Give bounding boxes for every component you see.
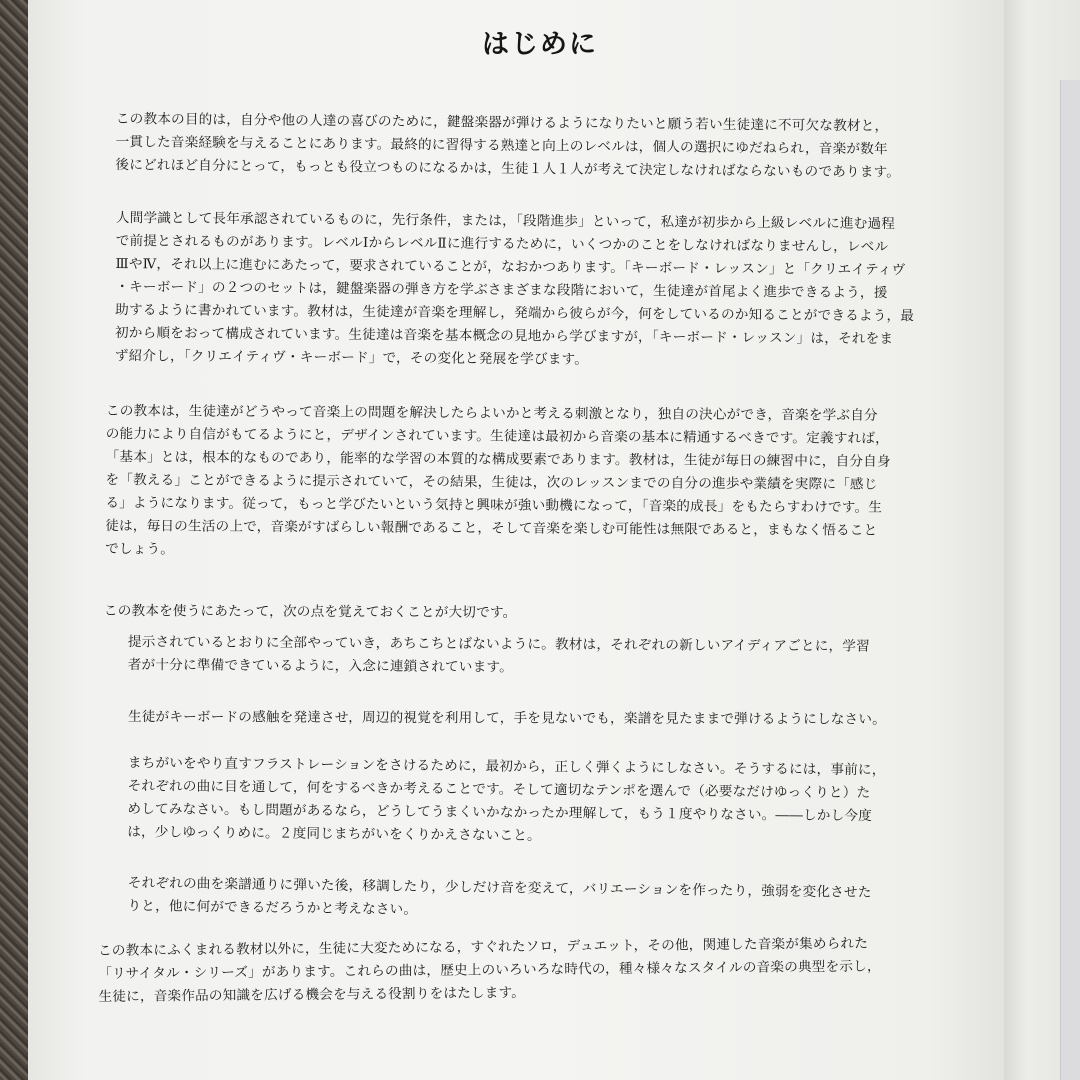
design-paragraph xyxy=(105,400,891,566)
text-line: 「基本」とは，根本的なものであり，能率的な学習の本質的な構成要素であります。教材は，生徒が毎日の練習中に，自分自身 xyxy=(105,448,891,470)
text-line: ず紹介し，「クリエイティヴ・キーボード」で，その変化と発展を学びます。 xyxy=(114,347,589,368)
text-line: りと，他に何ができるだろうかと考えなさい。 xyxy=(127,897,418,918)
text-line: 一貫した音楽経験を与えることにあります。最終的に習得する熟達と向上のレベルは，個人の選択にゆだねられ，音楽が数年 xyxy=(115,133,888,158)
usage-point-4 xyxy=(127,872,871,928)
text-line: 「リサイタル・シリーズ」があります。これらの曲は，歴史上のいろいろな時代の，種々様々なスタイルの音楽の典型を示し， xyxy=(98,958,881,982)
text-line: を「教える」ことができるように提示されていて，その結果，生徒は，次のレッスンまでの自分の進歩や業績を実際に「感じ xyxy=(105,471,878,493)
text-line: でしょう。 xyxy=(105,540,175,558)
text-line: ・キーボード」の２つのセットは，鍵盤楽器の弾き方を学ぶさまざまな段階において，生徒達が首尾よく進歩できるよう，援 xyxy=(115,278,888,302)
text-line: 者が十分に準備できているように，入念に連鎖されています。 xyxy=(127,656,513,676)
intro-paragraph xyxy=(115,108,900,185)
text-line: 人間学識として長年承認されているものに，先行条件，または，「段階進歩」といって，私達が初歩から上級レベルに進む過程 xyxy=(115,209,896,233)
prerequisite-paragraph xyxy=(115,207,915,374)
text-line: 助するように書かれています。教材は，生徒達が音楽を理解し，発端から彼らが今，何をしているのか知ることができるよう，最 xyxy=(115,301,915,325)
text-line: る」ようになります。従って，もっと学びたいという気持と興味が強い動機になって，「音楽的成長」をもたらすわけです。生 xyxy=(105,494,883,516)
text-line: めしてみなさい。もし問題があるなら，どうしてうまくいかなかったか理解して，もう１度やりなさい。――しかし今度 xyxy=(127,800,873,825)
text-line: 後にどれほど自分にとって，もっとも役立つものになるかは，生徒１人１人が考えて決定しなければならないものであります。 xyxy=(115,156,901,181)
usage-point-3 xyxy=(127,752,886,851)
text-line: この教本を使うにあたって，次の点を覚えておくことが大切です。 xyxy=(103,603,517,621)
text-line: まちがいをやり直すフラストレーションをさけるために，最初から，正しく弾くようにしなさい。そうするには，事前に， xyxy=(127,754,886,779)
text-line: で前提とされるものがあります。レベルⅠからレベルⅡに進行するために，いくつかのことをしなければなりませんし，レベル xyxy=(115,232,889,256)
text-line: この教本は，生徒達がどうやって音楽上の問題を解決したらよいかと考える刺激となり，独自の決心ができ，音楽を学ぶ自分 xyxy=(105,402,878,424)
text-line: この教本にふくまれる教材以外に，生徒に大変ためになる，すぐれたソロ，デュエット，その他，関連した音楽が集められた xyxy=(98,935,869,959)
text-line: それぞれの曲に目を通して，何をするべきか考えることです。そして適切なテンポを選んで（必要なだけゆっくりと）た xyxy=(127,777,871,802)
text-line: 提示されているとおりに全部やっていき，あちこちとばないように。教材は，それぞれの新しいアイディアごとに，学習 xyxy=(127,633,870,655)
recital-series-paragraph xyxy=(98,932,881,1009)
page-title: はじめに xyxy=(482,29,598,60)
usage-point-1 xyxy=(128,631,870,682)
usage-point-2 xyxy=(128,706,886,732)
text-line: は，少しゆっくりめに。２度同じまちがいをくりかえさないこと。 xyxy=(127,823,541,844)
text-line: ⅢやⅣ，それ以上に進むにあたって，要求されていることが，なおかつあります。「キーボード・レッスン」と「クリエイティヴ xyxy=(115,255,906,279)
text-line: それぞれの曲を楽譜通りに弾いた後，移調したり，少しだけ音を変えて，バリエーションを作ったり，強弱を変化させた xyxy=(127,874,872,901)
text-line: この教本の目的は，自分や他の人達の喜びのために，鍵盤楽器が弾けるようになりたいと願う若い生徒達に不可欠な教材と， xyxy=(115,110,889,135)
next-page-edge xyxy=(1060,80,1080,1080)
text-line: 徒は，毎日の生活の上で，音楽がすばらしい報酬であること，そして音楽を楽しむ可能性は無限であると，まもなく悟ること xyxy=(105,517,878,539)
text-line: 初から順をおって構成されています。生徒達は音楽を基本概念の見地から学びますが，「キーボード・レッスン」は，それをま xyxy=(114,324,894,348)
usage-intro-paragraph xyxy=(104,600,517,625)
text-line: の能力により自信がもてるようにと，デザインされています。生徒達は最初から音楽の基本に精通するべきです。定義すれば， xyxy=(105,425,889,447)
text-line: 生徒がキーボードの感触を発達させ，周辺的視覚を利用して，手を見ないでも，楽譜を見たままで弾けるようにしなさい。 xyxy=(127,709,886,728)
text-line: 生徒に，音楽作品の知識を広げる機会を与える役割りをはたします。 xyxy=(98,984,526,1005)
